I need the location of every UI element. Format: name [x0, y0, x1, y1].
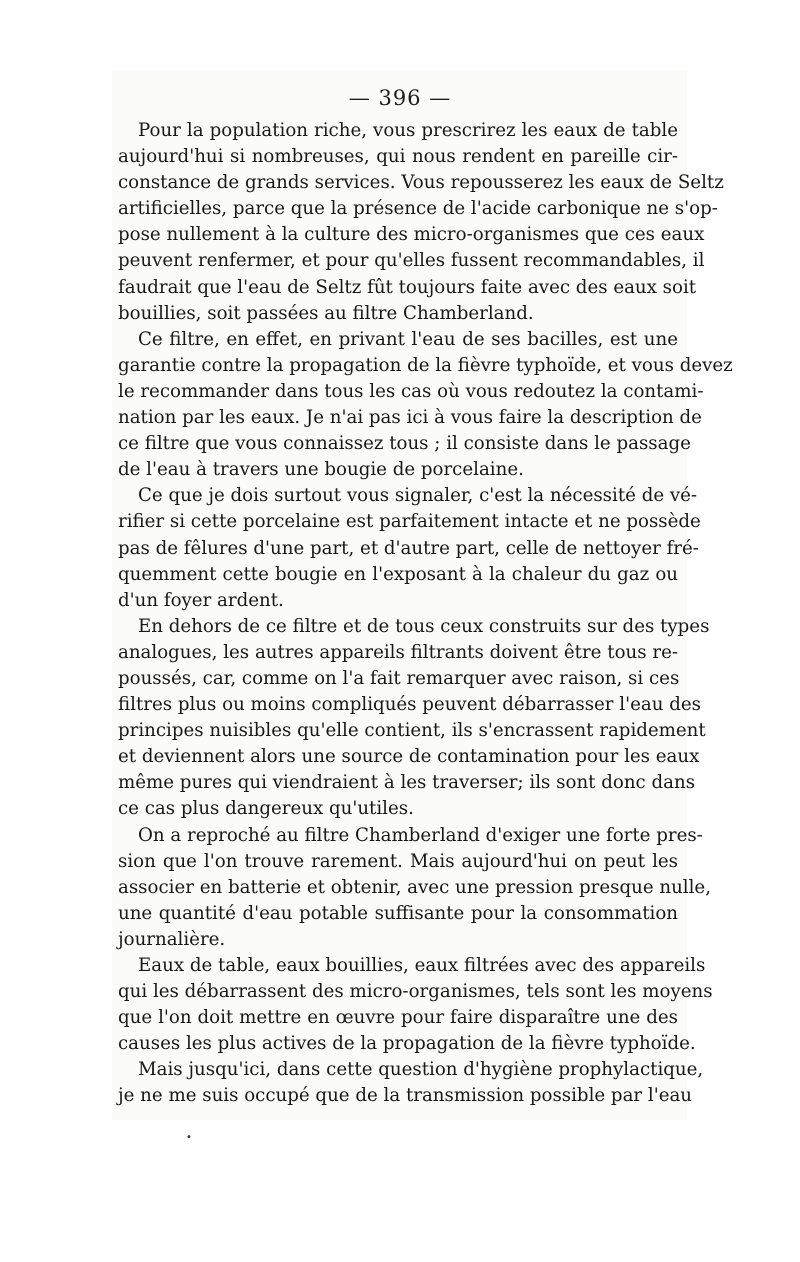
text-line: sion que l'on trouve rarement. Mais aujourd'hui on peut les [118, 850, 678, 872]
text-line: pas de fêlures d'une part, et d'autre part, celle de nettoyer fré- [118, 537, 699, 559]
paragraph [118, 953, 713, 1057]
text-line: constance de grands services. Vous repousserez les eaux de Seltz [118, 172, 724, 194]
text-line: Eaux de table, eaux bouillies, eaux filtrées avec des appareils [138, 955, 706, 976]
text-line: qui les débarrassent des micro-organismes, tels sont les moyens [118, 981, 713, 1003]
text-line: aujourd'hui si nombreuses, qui nous rendent en pareille cir- [118, 146, 678, 168]
text-line: que l'on doit mettre en œuvre pour faire disparaître une des [118, 1007, 678, 1029]
text-line: d'un foyer ardent. [118, 589, 284, 611]
paragraph [118, 327, 733, 484]
text-line: Ce que je dois surtout vous signaler, c'est la nécessité de vé- [138, 485, 698, 507]
text-line: une quantité d'eau potable suffisante pour la consommation [118, 902, 678, 924]
text-line: nation par les eaux. Je n'ai pas ici à vous faire la description de [118, 407, 702, 429]
text-line: même pures qui viendraient à les traverser; ils sont donc dans [118, 772, 696, 794]
text-line: analogues, les autres appareils filtrants doivent être tous re- [118, 641, 678, 663]
text-line: filtres plus ou moins compliqués peuvent débarrasser l'eau des [118, 694, 701, 716]
text-line: En dehors de ce filtre et de tous ceux construits sur des types [138, 615, 710, 637]
text-line: bouillies, soit passées au filtre Chamberland. [118, 302, 534, 324]
text-line: faudrait que l'eau de Seltz fût toujours faite avec des eaux soit [118, 276, 697, 298]
text-line: poussés, car, comme on l'a fait remarquer avec raison, si ces [118, 667, 680, 689]
text-line: On a reproché au filtre Chamberland d'exiger une forte pres- [138, 824, 703, 846]
text-line: de l'eau à travers une bougie de porcelaine. [118, 459, 524, 481]
text-line: ce cas plus dangereux qu'utiles. [118, 798, 414, 820]
text-line: je ne me suis occupé que de la transmission possible par l'eau [118, 1085, 693, 1107]
text-line: associer en batterie et obtenir, avec une pression presque nulle, [118, 876, 711, 898]
page-number: — 396 — [348, 86, 452, 110]
text-line: ce filtre que vous connaissez tous ; il consiste dans le passage [118, 433, 691, 455]
paragraph [118, 118, 724, 327]
text-line: Ce filtre, en effet, en privant l'eau de ses bacilles, est une [138, 328, 678, 350]
text-line: rifier si cette porcelaine est parfaitement intacte et ne possède [118, 511, 701, 533]
text-body [118, 118, 733, 1110]
text-line: pose nullement à la culture des micro-organismes que ces eaux [118, 224, 705, 246]
text-line: le recommander dans tous les cas où vous redoutez la contami- [118, 380, 704, 402]
text-line: et deviennent alors une source de contamination pour les eaux [118, 746, 700, 768]
paragraph [118, 483, 701, 613]
paragraph [118, 614, 710, 823]
text-line: artificielles, parce que la présence de l'acide carbonique ne s'op- [118, 198, 718, 220]
ink-mark: • [186, 1132, 192, 1143]
text-line: quemment cette bougie en l'exposant à la chaleur du gaz ou [118, 563, 678, 585]
text-line: journalière. [118, 928, 226, 950]
text-line: causes les plus actives de la propagation de la fièvre typhoïde. [118, 1033, 696, 1055]
text-line: Mais jusqu'ici, dans cette question d'hygiène prophylactique, [138, 1059, 704, 1081]
text-line: garantie contre la propagation de la fièvre typhoïde, et vous devez [118, 354, 733, 376]
text-line: peuvent renfermer, et pour qu'elles fussent recommandables, il [118, 250, 705, 272]
text-line: Pour la population riche, vous prescrirez les eaux de table [138, 120, 678, 141]
paragraph [118, 1057, 704, 1109]
text-line: principes nuisibles qu'elle contient, ils s'encrassent rapidement [118, 720, 706, 742]
paragraph [118, 823, 711, 953]
